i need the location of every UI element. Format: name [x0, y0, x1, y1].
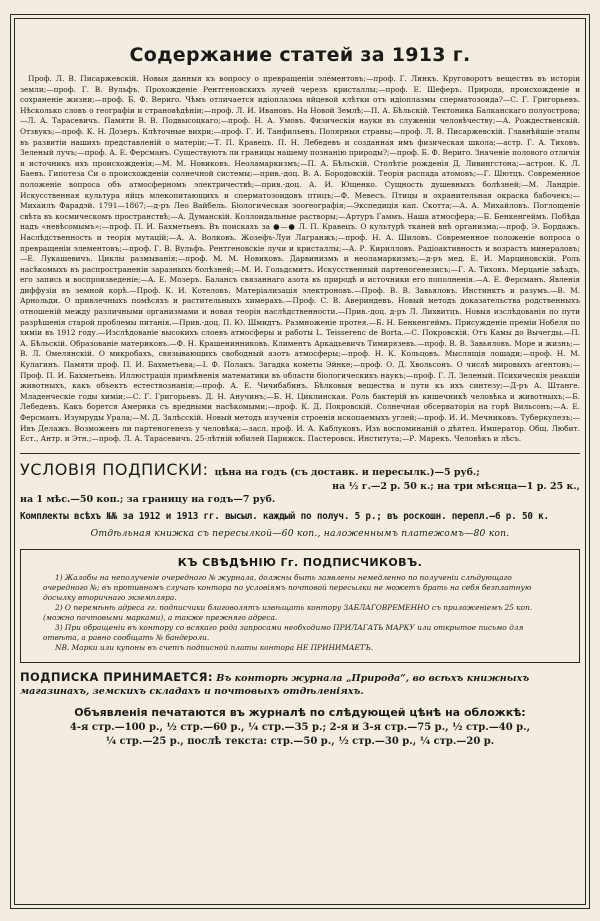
subscription-line-3: на 1 мѣс.—50 коп.; за границу на годъ—7 руб. [20, 493, 276, 505]
ads-price-line-1: 4-я стр.—100 р., ½ стр.—60 р., ¼ стр.—35 р.; 2-я и 3-я стр.—75 р., ½ стр.—40 р., [69, 721, 531, 733]
single-issue-price: Отдѣльная книжка съ пересылкой—60 коп., наложеннымъ платежомъ—80 коп. [90, 527, 510, 539]
ads-price-line-2: ¼ стр.—25 р., послѣ текста: стр.—50 р., ½ стр.—30 р., ¼ стр.—20 р. [105, 735, 495, 747]
subscription-terms [20, 460, 580, 539]
subscription-line-2: на ½ г.—2 р. 50 к.; на три мѣсяца—1 р. 25 к., [332, 480, 580, 492]
notice-item: NB. Марки или купоны въ счетъ подписной платы контора НЕ ПРИНИМАЕТЪ. [55, 643, 374, 653]
subscription-heading: УСЛОВІЯ ПОДПИСКИ: [20, 459, 209, 479]
notice-title: КЪ СВѢДѢНІЮ Гг. ПОДПИСЧИКОВЪ. [177, 555, 423, 569]
subscriber-notice-box [20, 549, 580, 663]
ads-title: Объявленія печатаются въ журналѣ по слѣдующей цѣнѣ на обложкѣ: [74, 705, 526, 719]
divider [20, 453, 580, 454]
subscription-acceptance-lead: ПОДПИСКА ПРИНИМАЕТСЯ: [20, 669, 213, 684]
complete-sets-line: Комплекты всѣхъ №№ за 1912 и 1913 гг. высыл. каждый по получ. 5 р.; въ роскошн. перепл.—6 р. 50 к. [20, 510, 549, 522]
contents-list [20, 74, 580, 445]
subscription-acceptance [20, 671, 580, 698]
notice-item: 2) О перемѣнѣ адреса гг. подписчики благоволятъ извѣщать контору ЗАБЛАГОВРЕМЕННО съ приложеніемъ 25 коп. (можно почтовыми марками), а также прежняго адреса. [43, 603, 533, 623]
subscription-line-1: цѣна на годъ (съ доставк. и пересылк.)—5 руб.; [214, 466, 480, 478]
subscription-acceptance-text: Въ конторѣ журнала „Природа“, во всѣхъ книжныхъ магазинахъ, земскихъ складахъ и почтовыхъ отдѣленіяхъ. [20, 672, 530, 697]
page-content [14, 44, 586, 747]
notice-item: 1) Жалобы на неполученіе очередного № журнала, должны быть заявлены немедленно по полученіи слѣдующаго очередного №; въ противномъ случаѣ контора по условіямъ почтовой пересылки не можетъ брать на себя безплатную досылку вторичнаго экземпляра. [43, 572, 532, 602]
contents-paragraph: Проф. Л. В. Писаржевскій. Новыя данныя къ вопросу о превращеніи элементовъ;—проф. Г. Линкъ. Круговоротъ веществъ въ исторіи земли;—проф. Г. В. Вульфъ. Прохожденіе Рентгеновскихъ лучей черезъ кристаллы;—проф. Е. Шеферъ. Природа, происхожденіе и сохраненіе жизни;—проф. Б. Ф. Веригo. Чѣмъ отличается идіоплазма яйцевой клѣтки отъ идіоплазмы сперматозоида?—С. Г. Григорьевъ. Нѣсколько словъ о географіи и страновѣдѣніи;—проф. Л. И. Ивановъ. На Новой Землѣ;—П. А. Бѣльскій. Тектоника Балканскаго полуострова;—Л. А. Тарасевичъ. Памяти В. В. Подвысоцкаго;—проф. Н. А. Умовъ. Физическія науки въ служеніи человѣчеству;—А. Рождественскій. Отзвукъ;—проф. К. Н. Дозеръ. Клѣточные вихри;—проф. Г. И. Танфильевъ. Полярныя страны;—проф. Л. В. Писаржевскій. Главнѣйшіе этапы въ развитіи нашихъ представленій о матеріи;—Т. П. Кравецъ. П. Н. Лебедевъ и созданная имъ физическая школа;—астр. Г. А. Тиховъ. Зеленый лучъ;—проф. А. Е. Ферсманъ. Существуютъ ли границы нашему познанію природы?;—проф. Б. Ф. Веригo. Значеніе полового отличія и источникъ ихъ происхожденія;—М. М. Новиковъ. Неоламаркизмъ;—П. А. Бѣльскій. Столѣтіе рожденія Д. Ливингстона;—астрон. К. Л. Баевъ. Гипотеза Си о происхожденіи солнечной системы;—прив.-доц. В. А. Бородовскій. Теорія распада атомовъ;—Г. Шютцъ. Современное положеніе вопроса объ атмосферномъ электричествѣ;—прив.-доц. А. И. Ющенко. Сущность душевныхъ болѣзней;—М. Ландріе. Искусственная культура яйцъ млекопитающихъ и сперматозоидовъ птицъ;—Ф. Мевесъ. Птицы и охранительная окраска бабочекъ;—Михаилъ Фарадэй. 1791—1867;—д-ръ Лео Вайбель. Біологическая зоогеографія;—Экспедиція кап. Скотта;—А. А. Михайловъ. Поглощеніе свѣта въ космическомъ пространствѣ;—А. Думанскій. Коллоидальные растворы;—Артуръ Гаммъ. Наша атмосфера;—Б. Бенкенгеймъ. Побѣда надъ «невѣсомымъ»;—проф. П. И. Бахметьевъ. Въ поискахъ за ●—● Л. П. Кравецъ. О культурѣ тканей внѣ организма;—проф. Э. Бордажъ. Наслѣдственность и теорія мутацій;—А. А. Волковъ. Жозефъ-Луи Лагранжъ;—проф. Н. А. Шиловъ. Современное положеніе вопроса о превращеніи элементовъ;—проф. Г. В. Вульфъ. Рентгеновскіе лучи и кристаллы;—А. Р. Кирилловъ. Радіоактивность и возрастъ минераловъ;—Е. Лукашевичъ. Циклы размыванія;—проф. М. М. Новиковъ. Дарвинизмъ и неоламаркизмъ;—д-ръ мед. Е. И. Марциновскій. Роль насѣкомыхъ въ распространеніи заразныхъ болѣзней;—М. И. Гольдсмитъ. Искусственный партеногенезисъ;—Г. А. Тиховъ. Мерцаніе звѣздъ, его запись и воспроизведеніе;—А. Е. Мозеръ. Балансъ связаннаго азота въ природѣ и источники его пополненія.—А. Е. Ферсманъ. Явленія диффузіи въ земной корѣ.—Проф. К. И. Котеловъ. Матеріализація электроновъ.—Проф. В. В. Завьяловъ. Инстинктъ и разумъ.—В. М. Арнольди. О привлечныхъ помѣсяхъ и растительныхъ химерахъ.—Проф. С. В. Авериндевъ. Новый методъ доказательства родственныхъ отношеній между различными организмами и новая теорія наслѣдственности.—Прив.-доц. д-ръ Л. Лихвитцъ. Новыя изслѣдованія по пути разрѣшенія старой проблемы питанія.—Прив.-доц. П. Ю. Шмидтъ. Размноженіе протея.—Б. Н. Бенкенгеймъ. Присужденіе преміи Нобеля по химіи въ 1912 году.—Изслѣдованіе высокихъ слоевъ атмосферы и работы L. Teisserenc de Borta.—С. Покровскій. Отъ Камы до Вычегды.—П. А. Бѣльскій. Образованіе материковъ.—Ф. Н. Крашенинниковъ. Климентъ Аркадьевичъ Тимирязевъ.—проф. В. В. Завьяловъ. Море и жизнь;—В. Л. Омелянскій. О микробахъ, связывающихъ свободный азотъ атмосферы;—проф. Н. К. Кольцовъ. Мыслящія лошади;—проф. Н. М. Кулагинъ. Памяти проф. П. И. Бахметьева;—I. Ф. Полакъ. Загадка кометы Эйнке;—проф. О. Д. Хвольсонъ. О числѣ мировыхъ агентовъ;—Проф. П. И. Бахметьевъ. Иллюстрація примѣненія математики въ области біологическихъ наукъ;—проф. Г. Л. Зеленый. Психическія реакціи животныхъ, какъ объектъ естествознанія;—проф. А. Е. Чичибабинъ. Бѣлковыя вещества и пути къ ихъ синтезу;—Д-ръ А. Штанге. Младенческіе годы химіи;—С. Г. Григорьевъ. Д. Н. Анучинъ;—Б. Н. Циклинская. Роль бактерій въ кишечникѣ человѣка и животныхъ;—Б. Лебедевъ. Какъ борется Америка съ вредными насѣкомыми;—проф. К. Д. Покровскій. Солнечная обсерваторія на горѣ Вильсонъ;—А. Е. Ферсманъ. Изумруды Урала;—М. Д. Залѣсскій. Новый методъ изученія строенія ископаемыхъ углей;—проф. И. И. Мечниковъ. Туберкулезъ;—Ивъ Делажъ. Возможенъ ли партеногенезъ у человѣка;—засл. проф. И. А. Каблуковъ. Изъ воспоминаній о дѣятел. Император. Общ. Любит. Ест., Антр. и Этн.;—проф. Л. А. Тарасевичъ. 25-лѣтній юбилей Парижск. Пастеровск. Института;—Р. Марекъ. Человѣкъ и лѣсъ. [20, 74, 580, 444]
page-title: Содержание статей за 1913 г. [129, 44, 471, 66]
notice-body [43, 573, 557, 654]
notice-item: 3) При обращеніи въ контору со всякаго рода запросами необходимо ПРИЛАГАТЬ МАРКУ или открытое письмо для отвѣта, а равно сообщать № бандероли. [43, 623, 524, 643]
